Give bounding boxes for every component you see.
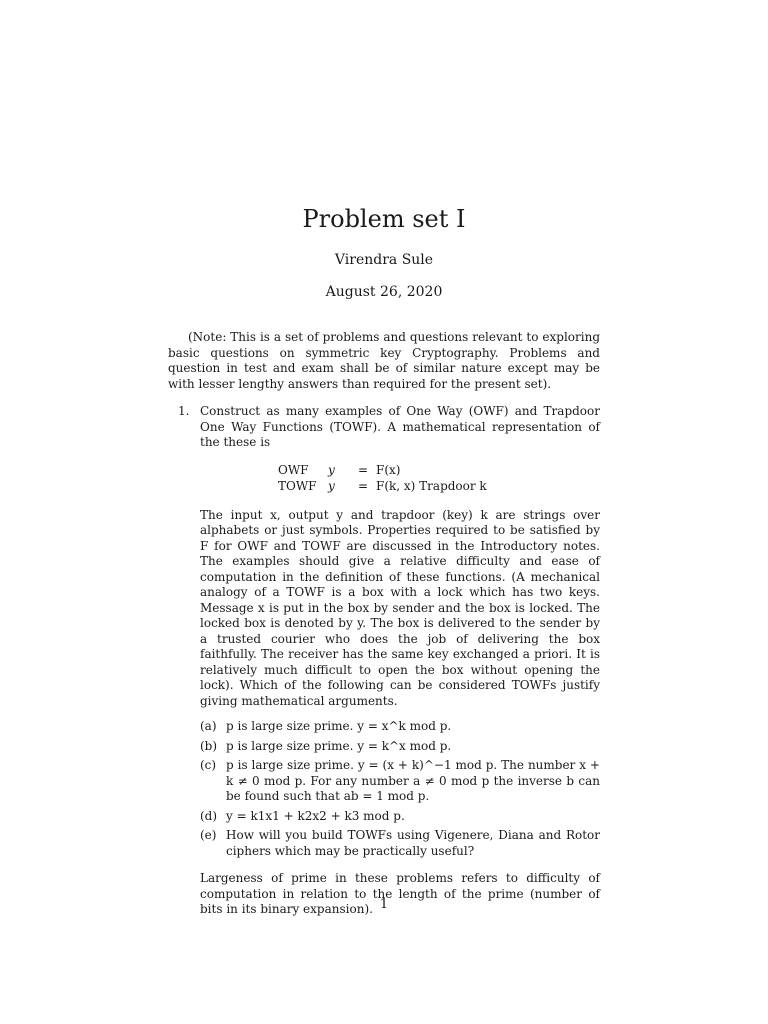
page-number: 1 xyxy=(379,897,389,912)
document-title: Problem set I xyxy=(302,205,466,233)
problem-1 xyxy=(178,404,600,918)
problem-number: 1. xyxy=(178,404,190,418)
item-label: (b) xyxy=(200,738,218,753)
item-text: y = k1x1 + k2x2 + k3 mod p. xyxy=(226,808,405,823)
author-name: Virendra Sule xyxy=(334,252,434,268)
list-item xyxy=(200,739,600,755)
equation-row xyxy=(278,463,487,480)
equation-rhs: F(k, x) Trapdoor k xyxy=(376,479,487,493)
item-text: p is large size prime. y = (x + k)^−1 mod p. The number x + k ≠ 0 mod p. For any number a ≠ 0 mod p the inverse b can be found such that ab = 1 mod p. xyxy=(226,758,600,803)
item-label: (e) xyxy=(200,828,217,842)
equations-table xyxy=(278,463,487,496)
item-text: p is large size prime. y = x^k mod p. xyxy=(226,719,452,733)
list-item xyxy=(200,758,600,805)
item-text: p is large size prime. y = k^x mod p. xyxy=(226,738,452,753)
problem-intro: Construct as many examples of One Way (OWF) and Trapdoor One Way Functions (TOWF). A mathematical representation of the these is xyxy=(200,404,600,449)
document-date: August 26, 2020 xyxy=(325,284,443,300)
list-item xyxy=(200,719,600,735)
list-item xyxy=(200,809,600,825)
item-label: (d) xyxy=(200,808,218,823)
equation-op: = xyxy=(357,479,369,493)
item-label: (c) xyxy=(200,758,217,772)
equation-rhs: F(x) xyxy=(376,462,401,477)
item-label: (a) xyxy=(200,719,217,733)
note-paragraph: (Note: This is a set of problems and questions relevant to exploring basic questions on symmetric key Cryptography. Problems and question in test and exam shall be of similar nature except may be with lesser lengthy answers than required for the present set). xyxy=(168,330,600,391)
list-item xyxy=(200,828,600,859)
problem-description: The input x, output y and trapdoor (key) k are strings over alphabets or just symbols. Properties required to be satisfied by F for OWF and TOWF are discussed in the Introductory notes. The examples should give a relative difficulty and ease of computation in the definition of these functions. (A mechanical analogy of a TOWF is a box with a lock which has two keys. Message x is put in the box by sender and the box is locked. The locked box is denoted by y. The box is delivered to the sender by a trusted courier who does the job of delivering the box faithfully. The receiver has the same key exchanged a priori. It is relatively much difficult to open the box without opening the lock). Which of the following can be considered TOWFs justify giving mathematical arguments. xyxy=(200,507,600,708)
equation-op: = xyxy=(357,462,369,477)
equation-lhs: y xyxy=(328,479,335,493)
item-text: How will you build TOWFs using Vigenere, Diana and Rotor ciphers which may be practically useful? xyxy=(226,828,600,858)
equation-name: OWF xyxy=(278,462,309,477)
closing-remark: Largeness of prime in these problems refers to difficulty of computation in relation to the length of the prime (number of bits in its binary expansion). xyxy=(200,871,600,916)
equation-name: TOWF xyxy=(278,479,317,493)
equation-lhs: y xyxy=(328,462,335,477)
equation-row xyxy=(278,479,487,496)
subproblem-list xyxy=(200,719,600,859)
